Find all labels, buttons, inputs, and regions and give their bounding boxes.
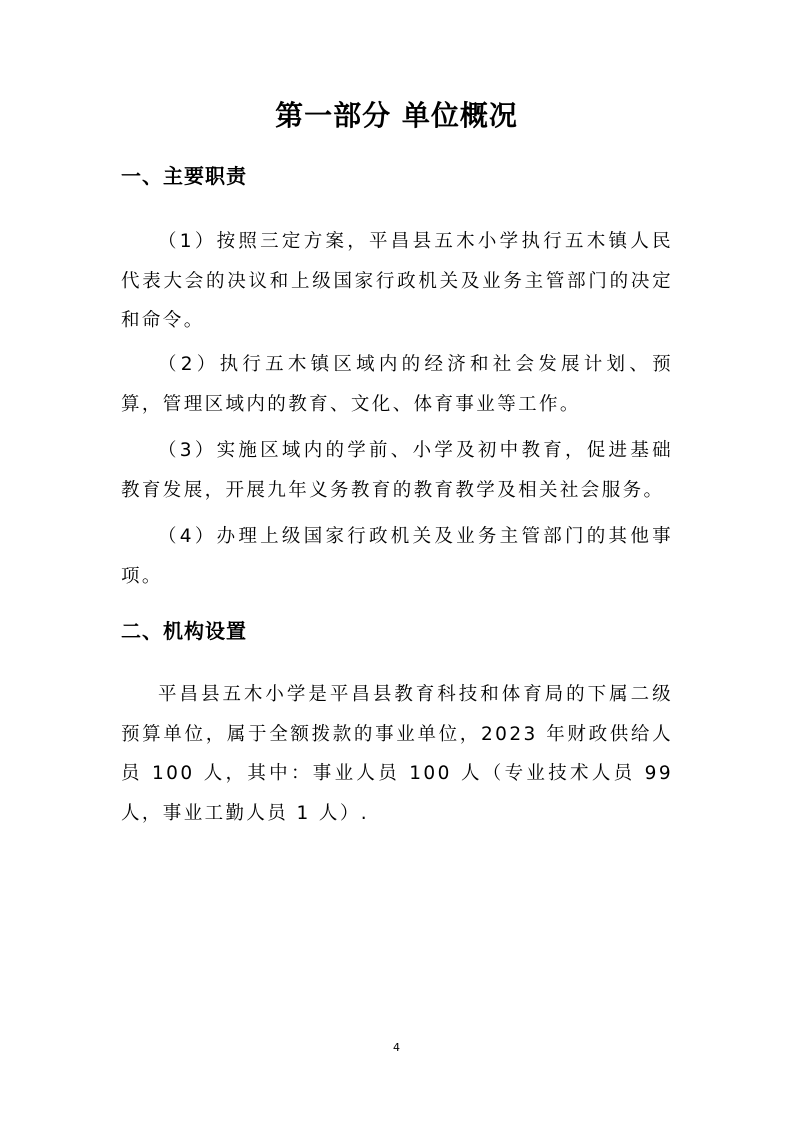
organization-paragraph: 平昌县五木小学是平昌县教育科技和体育局的下属二级预算单位，属于全额拨款的事业单位，2023 年财政供给人员 100 人，其中：事业人员 100 人（专业技术人员 99 人，事业工勤人员 1 人）.: [121, 684, 673, 824]
duty-paragraph-3: （3）实施区域内的学前、小学及初中教育，促进基础教育发展，开展九年义务教育的教育教学及相关社会服务。: [121, 440, 673, 501]
duty-paragraph-2: （2）执行五木镇区域内的经济和社会发展计划、预算，管理区域内的教育、文化、体育事业等工作。: [121, 354, 673, 415]
section-heading-duties: 一、主要职责: [121, 164, 247, 188]
page-number: 4: [393, 1041, 400, 1054]
duty-paragraph-1: （1）按照三定方案，平昌县五木小学执行五木镇人民代表大会的决议和上级国家行政机关及业务主管部门的决定和命令。: [121, 231, 673, 331]
page-title: 第一部分 单位概况: [275, 99, 518, 132]
section-heading-organization: 二、机构设置: [121, 619, 247, 643]
duty-paragraph-4: （4）办理上级国家行政机关及业务主管部门的其他事项。: [121, 526, 673, 587]
